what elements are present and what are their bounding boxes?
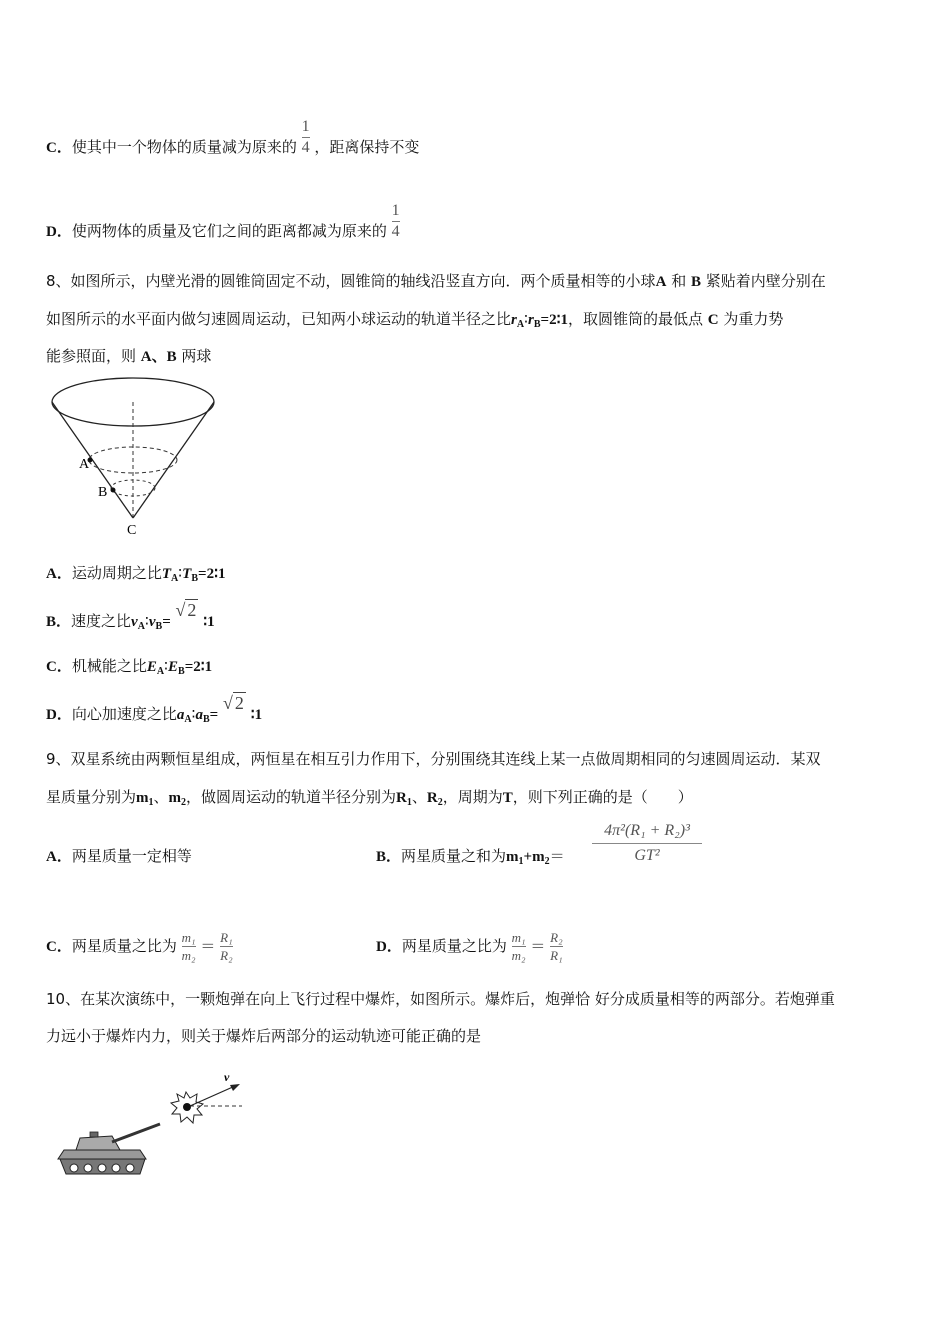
q9-option-b: B．两星质量之和为$m_1+m_2=$ (376, 847, 565, 867)
q8-option-c: C．机械能之比$E_A∶E_B=2∶1$ (46, 657, 213, 677)
radius-ratio-fraction: $\frac{\text{R₂}}{\text{R₁}}$ (550, 930, 563, 963)
q7-option-d: D．使两物体的质量及它们之间的距离都减为原来的 $\frac{1}{4}$ (46, 202, 400, 240)
q8-option-a: A．运动周期之比$T_A∶T_B=2∶1$ (46, 564, 226, 584)
q9-option-d: D．两星质量之比为 $\frac{\text{m₁}}{\text{m₂}}$ ＝ $\frac{\text{R₂}}{\text{R₁}}$ (376, 930, 563, 963)
velocity-label: v (224, 1070, 230, 1084)
sqrt-two: √ 2 (223, 693, 244, 713)
q9-stem-line-1: 9、双星系统由两颗恒星组成，两恒星在相互引力作用下，分别围绕其连线上某一点做周期相同的匀速圆周运动．某双 (46, 750, 821, 768)
fraction-one-quarter: $\frac{1}{4}$ (391, 202, 400, 240)
q10-stem-line-1: 10、在某次演练中，一颗炮弹在向上飞行过程中爆炸，如图所示。爆炸后，炮弹恰 好分成质量相等的两部分。若炮弹重 (46, 990, 835, 1008)
explosion-icon (171, 1092, 203, 1123)
q8-option-b: B．速度之比$v_A∶v_B=$ √ 2 ∶1 (46, 600, 215, 632)
ball-b (111, 488, 116, 493)
q9-option-a: A．两星质量一定相等 (46, 847, 192, 865)
mass-ratio-fraction: $\frac{\text{m₁}}{\text{m₂}}$ (511, 930, 526, 963)
q8-stem-line-1: 8、如图所示，内壁光滑的圆锥筒固定不动，圆锥筒的轴线沿竖直方向．两个质量相等的小球A 和 B 紧贴着内壁分别在 (46, 272, 826, 290)
label-b: B (98, 485, 108, 500)
mass-sum-formula: 4π²(R₁ + R₂)³ GT² (592, 822, 702, 865)
tank-illustration (58, 1124, 160, 1174)
tank-explosion-figure (50, 1064, 260, 1184)
q9-stem-line-2: 星质量分别为$m_1$、$m_2$，做圆周运动的轨道半径分别为$R_1$、$R_2$，周期为T，则下列正确的是（ ） (46, 788, 693, 808)
cone-figure (46, 372, 226, 540)
q8-option-d: D．向心加速度之比$a_A∶a_B=$ √ 2 ∶1 (46, 693, 263, 725)
fraction-one-quarter: $\frac{1}{4}$ (301, 118, 310, 156)
q10-stem-line-2: 力远小于爆炸内力，则关于爆炸后两部分的运动轨迹可能正确的是 (46, 1027, 482, 1045)
q8-stem-line-2: 如图所示的水平面内做匀速圆周运动，已知两小球运动的轨道半径之比$r_A∶r_B=2∶1$，取圆锥筒的最低点 C 为重力势 (46, 310, 784, 330)
label-c: C (127, 523, 137, 538)
q8-stem-line-3: 能参照面，则 A、B 两球 (46, 347, 212, 365)
q7-option-c: C．使其中一个物体的质量减为原来的 $\frac{1}{4}$ ，距离保持不变 (46, 118, 420, 156)
label-a: A (79, 457, 90, 472)
radius-ratio-fraction: $\frac{\text{R₁}}{\text{R₂}}$ (220, 930, 233, 963)
sqrt-two: √ 2 (175, 600, 197, 620)
mass-ratio-fraction: $\frac{\text{m₁}}{\text{m₂}}$ (181, 930, 196, 963)
q9-option-c: C．两星质量之比为 $\frac{\text{m₁}}{\text{m₂}}$ ＝ $\frac{\text{R₁}}{\text{R₂}}$ (46, 930, 233, 963)
